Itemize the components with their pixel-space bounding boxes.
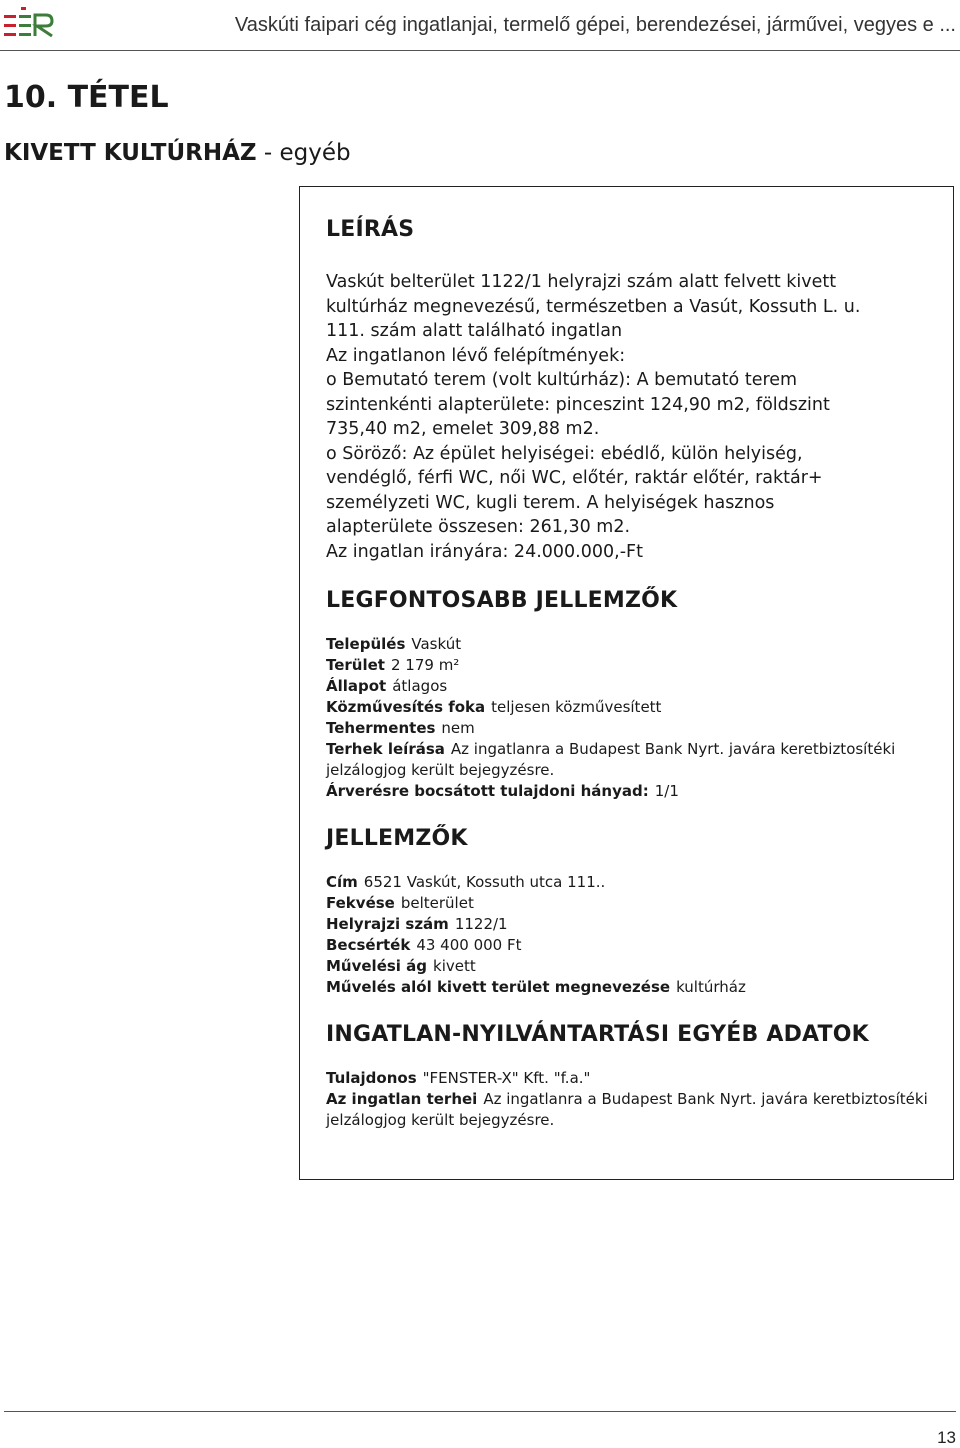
feature-label: Tehermentes	[326, 719, 436, 737]
feature-value: Vaskút	[411, 635, 462, 653]
registry-heading: INGATLAN-NYILVÁNTARTÁSI EGYÉB ADATOK	[326, 1022, 869, 1047]
feature-value: belterület	[400, 894, 474, 912]
feature-label: Árverésre bocsátott tulajdoni hányad:	[326, 782, 649, 800]
description-line: Vaskút belterület 1122/1 helyrajzi szám alatt felvett kivett	[326, 272, 837, 292]
feature-row-utilities	[326, 697, 936, 718]
feature-label: Közművesítés foka	[326, 698, 486, 716]
lot-title-sub: egyéb	[279, 140, 351, 166]
feature-label: Becsérték	[326, 936, 411, 954]
registry-row-owner	[326, 1068, 936, 1089]
feature-row-parcel-number	[326, 914, 936, 935]
description-line: 111. szám alatt található ingatlan	[326, 321, 623, 341]
features-heading: JELLEMZŐK	[326, 826, 468, 851]
description-line: Az ingatlan irányára: 24.000.000,-Ft	[326, 541, 643, 562]
feature-row-condition	[326, 676, 936, 697]
description-line: vendéglő, férfi WC, női WC, előtér, raktár előtér, raktár+	[326, 468, 823, 488]
feature-label: Cím	[326, 873, 358, 891]
feature-label: Fekvése	[326, 894, 395, 912]
feature-value: 43 400 000 Ft	[416, 936, 522, 954]
description-line: Az ingatlanon lévő felépítmények:	[326, 345, 626, 366]
feature-row-exempt-area-name	[326, 977, 936, 998]
description-line: o Bemutató terem (volt kultúrház): A bemutató terem	[326, 370, 798, 390]
registry-list	[326, 1068, 936, 1131]
feature-label: Helyrajzi szám	[326, 915, 449, 933]
feature-value: átlagos	[392, 677, 448, 695]
page-header	[0, 0, 960, 52]
registry-value: Az ingatlanra a Budapest Bank Nyrt. javára keretbiztosítéki jelzálogjog került bejegyzésre.	[326, 1090, 928, 1129]
eer-logo	[4, 6, 56, 40]
description-line: kultúrház megnevezésű, természetben a Vasút, Kossuth L. u.	[326, 296, 861, 317]
feature-value: Az ingatlanra a Budapest Bank Nyrt. javára keretbiztosítéki jelzálogjog került bejegyzésre.	[326, 740, 896, 779]
feature-value: 1122/1	[454, 915, 508, 933]
feature-label: Terhek leírása	[326, 740, 445, 758]
description-heading: LEÍRÁS	[326, 217, 415, 242]
description-line: szintenkénti alapterülete: pinceszint 124,90 m2, földszint	[326, 394, 830, 415]
property-details-panel	[299, 186, 954, 1180]
footer-divider	[4, 1411, 956, 1412]
lot-title-main: KIVETT KULTÚRHÁZ	[4, 140, 257, 166]
description-line: személyzeti WC, kugli terem. A helyiségek hasznos	[326, 492, 775, 513]
feature-label: Művelés alól kivett terület megnevezése	[326, 978, 671, 996]
feature-row-encumbrance-free	[326, 718, 936, 739]
lot-number: 10. TÉTEL	[4, 80, 169, 115]
feature-value: 2 179 m²	[390, 656, 460, 674]
description-line: alapterülete összesen: 261,30 m2.	[326, 517, 631, 537]
eer-logo-graphic	[4, 6, 56, 40]
feature-value: teljesen közművesített	[491, 698, 662, 716]
features-list	[326, 872, 936, 998]
feature-value: kultúrház	[676, 978, 746, 996]
feature-value: 6521 Vaskút, Kossuth utca 111..	[363, 873, 606, 891]
description-line: o Söröző: Az épület helyiségei: ebédlő, külön helyiség,	[326, 443, 803, 464]
description-text	[326, 270, 936, 564]
lot-title-separator: -	[256, 140, 280, 166]
feature-label: Terület	[326, 656, 385, 674]
key-features-list	[326, 634, 936, 802]
feature-row-area	[326, 655, 936, 676]
feature-row-cultivation	[326, 956, 936, 977]
registry-label: Tulajdonos	[326, 1069, 417, 1087]
feature-value: kivett	[433, 957, 476, 975]
document-title: Vaskúti faipari cég ingatlanjai, termelő gépei, berendezései, járművei, vegyes e ...	[234, 14, 956, 36]
feature-row-appraised-value	[326, 935, 936, 956]
feature-row-location	[326, 893, 936, 914]
feature-label: Állapot	[326, 677, 387, 695]
key-features-heading: LEGFONTOSABB JELLEMZŐK	[326, 588, 678, 613]
feature-label: Település	[326, 635, 406, 653]
description-line: 735,40 m2, emelet 309,88 m2.	[326, 419, 600, 439]
feature-row-address	[326, 872, 936, 893]
feature-row-encumbrance-desc	[326, 739, 936, 781]
page-number: 13	[937, 1428, 956, 1447]
header-divider	[0, 50, 960, 51]
feature-label: Művelési ág	[326, 957, 428, 975]
feature-value: 1/1	[654, 782, 679, 800]
feature-value: nem	[441, 719, 475, 737]
feature-row-ownership-share	[326, 781, 936, 802]
registry-value: "FENSTER-X" Kft. "f.a."	[422, 1069, 591, 1087]
feature-row-settlement	[326, 634, 936, 655]
registry-label: Az ingatlan terhei	[326, 1090, 478, 1108]
lot-title	[4, 140, 351, 166]
registry-row-encumbrances	[326, 1089, 936, 1131]
